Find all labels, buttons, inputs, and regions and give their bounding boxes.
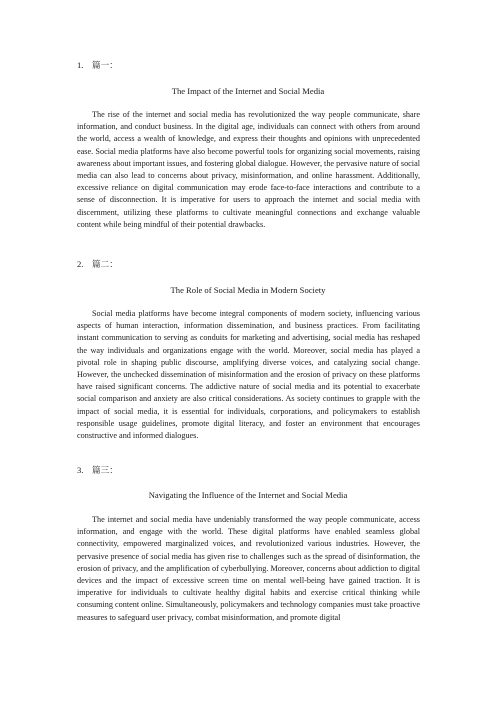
- section-body: Social media platforms have become integral components of modern society, influencing various aspects of human interaction, information dissemination, and business practices. From facilitating instant communication to serving as conduits for marketing and advertising, social media has reshaped the way individuals and organizations engage with the world. Moreover, social media has played a pivotal role in shaping public discourse, amplifying diverse voices, and catalyzing social change. However, the unchecked dissemination of misinformation and the erosion of privacy on these platforms have raised significant concerns. The addictive nature of social media and its potential to exacerbate social comparison and anxiety are also critical considerations. As society continues to grapple with the impact of social media, it is essential for individuals, corporations, and policymakers to establish responsible usage guidelines, promote digital literacy, and foster an environment that encourages constructive and informed dialogues.: [77, 309, 420, 441]
- section-number: 3.: [77, 465, 84, 475]
- section-number: 1.: [77, 60, 84, 70]
- section-body: The internet and social media have undeniably transformed the way people communicate, access information, and engage with the world. These digital platforms have enabled seamless global connectivity, empowered marginalized voices, and revolutionized various industries. However, the pervasive presence of social media has given rise to challenges such as the spread of disinformation, the erosion of privacy, and the amplification of cyberbullying. Moreover, concerns about addiction to digital devices and the impact of excessive screen time on mental well-being have gained traction. It is imperative for individuals to cultivate healthy digital habits and exercise critical thinking while consuming content online. Simultaneously, policymakers and technology companies must take proactive measures to safeguard user privacy, combat misinformation, and promote digital: [77, 515, 420, 622]
- section-body: The rise of the internet and social media has revolutionized the way people communicate, share information, and conduct business. In the digital age, individuals can connect with others from around the world, access a wealth of knowledge, and express their thoughts and opinions with unprecedented ease. Social media platforms have also become powerful tools for organizing social movements, raising awareness about important issues, and fostering global dialogue. However, the pervasive nature of social media can also lead to concerns about privacy, misinformation, and online harassment. Additionally, excessive reliance on digital communication may erode face-to-face interactions and contribute to a sense of disconnection. It is imperative for users to approach the internet and social media with discernment, utilizing these platforms to cultivate meaningful connections and exchange valuable content while being mindful of their potential drawbacks.: [77, 110, 420, 229]
- section-title: The Impact of the Internet and Social Media: [171, 86, 325, 96]
- section-label: 篇三：: [92, 465, 118, 475]
- section-heading: [77, 259, 118, 270]
- section-label: 篇一：: [92, 60, 118, 70]
- section-heading: [77, 60, 118, 71]
- section-title: The Role of Social Media in Modern Society: [170, 285, 326, 295]
- section-number: 2.: [77, 259, 84, 269]
- section-label: 篇二：: [92, 259, 118, 269]
- section-heading: [77, 465, 118, 476]
- section-title: Navigating the Influence of the Internet and Social Media: [148, 490, 348, 500]
